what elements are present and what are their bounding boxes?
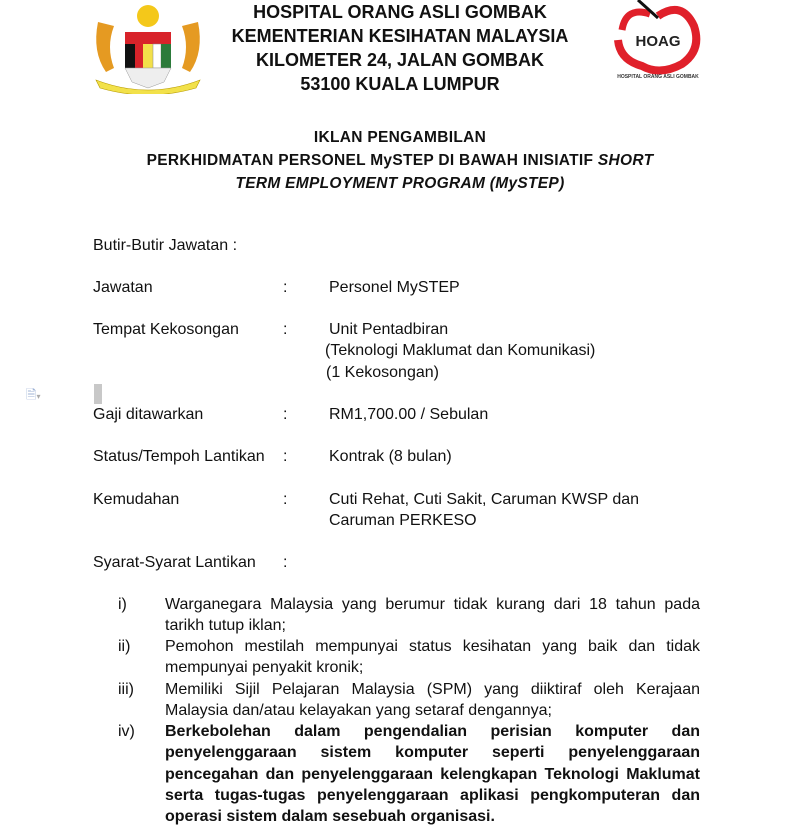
- value-jawatan: Personel MySTEP: [329, 279, 460, 296]
- label-gaji: Gaji ditawarkan: [93, 406, 204, 423]
- colon: :: [283, 321, 288, 338]
- label-kemudahan: Kemudahan: [93, 491, 180, 508]
- list-item: [118, 721, 700, 827]
- coat-of-arms-logo: [92, 2, 204, 94]
- value-status-tempoh: Kontrak (8 bulan): [329, 448, 452, 465]
- title-line-2-text: PERKHIDMATAN PERSONEL MySTEP DI BAWAH INISIATIF: [146, 152, 594, 169]
- colon: :: [283, 491, 288, 508]
- list-item: [118, 679, 700, 722]
- value-tempat-line-1: Unit Pentadbiran: [329, 321, 449, 338]
- title-line-2: [80, 149, 720, 172]
- title-line-3: TERM EMPLOYMENT PROGRAM (MySTEP): [235, 175, 565, 192]
- colon: :: [283, 406, 288, 423]
- list-text: Berkebolehan dalam pengendalian perisian komputer dan penyelenggaraan sistem komputer seperti penyelenggaraan pencegahan dan penyelenggaraan kelengkapan Teknologi Maklumat serta tugas-tugas penyelenggaraan aplikasi pengkomputeran dan operasi sistem dalam sesebuah organisasi.: [165, 723, 700, 826]
- title-line-1: IKLAN PENGAMBILAN: [313, 129, 487, 146]
- value-tempat-line-3: (1 Kekosongan): [326, 364, 439, 381]
- hoag-logo: [612, 0, 704, 82]
- colon: :: [283, 448, 288, 465]
- colon: :: [283, 279, 288, 296]
- hoag-logo-text: HOAG: [635, 33, 681, 50]
- list-number: ii): [118, 638, 131, 655]
- list-number: iv): [118, 723, 135, 740]
- label-status-tempoh: Status/Tempoh Lantikan: [93, 448, 265, 465]
- list-number: iii): [118, 681, 134, 698]
- header-line-hospital: HOSPITAL ORANG ASLI GOMBAK: [253, 2, 547, 22]
- details-heading: Butir-Butir Jawatan :: [93, 237, 238, 254]
- header-line-ministry: KEMENTERIAN KESIHATAN MALAYSIA: [231, 26, 569, 46]
- list-item: [118, 594, 700, 637]
- header-line-postcode: 53100 KUALA LUMPUR: [300, 74, 500, 94]
- list-text: Warganegara Malaysia yang berumur tidak kurang dari 18 tahun pada tarikh tutup iklan;: [165, 596, 700, 635]
- value-kemudahan-line-2: Caruman PERKESO: [329, 512, 477, 529]
- paste-options-icon[interactable]: 🗎▾: [26, 387, 41, 402]
- value-gaji: RM1,700.00 / Sebulan: [329, 406, 489, 423]
- header-line-address: KILOMETER 24, JALAN GOMBAK: [255, 50, 545, 70]
- list-number: i): [118, 596, 127, 613]
- label-jawatan: Jawatan: [93, 279, 153, 296]
- value-kemudahan-line-1: Cuti Rehat, Cuti Sakit, Caruman KWSP dan: [329, 491, 640, 508]
- svg-text:HOSPITAL ORANG ASLI GOMBAK: HOSPITAL ORANG ASLI GOMBAK: [617, 74, 699, 80]
- colon: :: [283, 554, 288, 571]
- label-tempat-kekosongan: Tempat Kekosongan: [93, 321, 239, 338]
- list-item: [118, 636, 700, 679]
- list-text: Pemohon mestilah mempunyai status kesihatan yang baik dan tidak mempunyai penyakit kronik;: [165, 638, 700, 677]
- value-tempat-line-2: (Teknologi Maklumat dan Komunikasi): [325, 342, 596, 359]
- text-cursor-marker: [94, 384, 102, 404]
- title-line-2-italic: SHORT: [597, 152, 654, 169]
- list-text: Memiliki Sijil Pelajaran Malaysia (SPM) yang diiktiraf oleh Kerajaan Malaysia dan/atau kelayakan yang setaraf dengannya;: [165, 681, 700, 720]
- requirements-heading: Syarat-Syarat Lantikan: [93, 554, 256, 571]
